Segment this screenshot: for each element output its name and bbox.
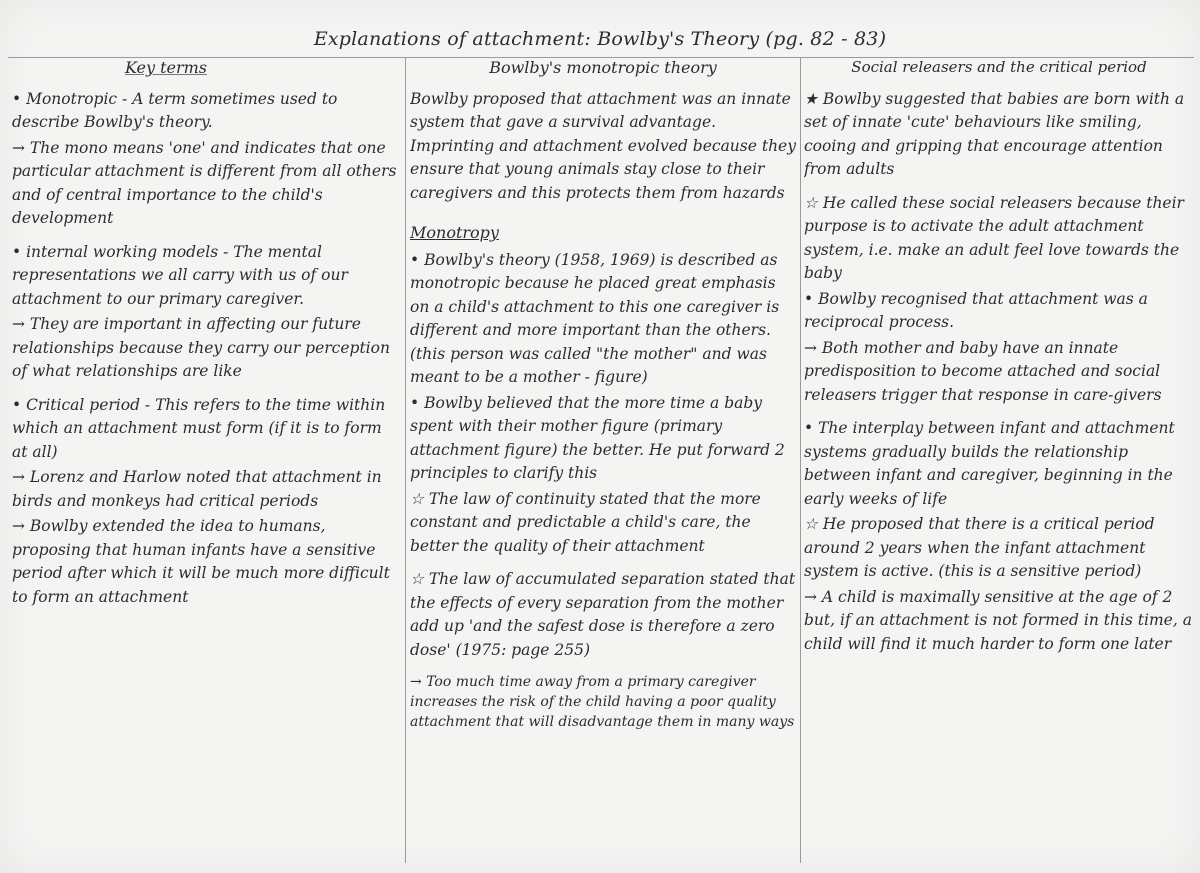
key-terms-paragraph: • Monotropic - A term sometimes used to describe Bowlby's theory. [12,89,338,131]
social-paragraph: • The interplay between infant and attachment systems gradually builds the relationship between infant and caregiver, beginning in the early weeks of life [804,419,1175,508]
key-terms-paragraph: → The mono means 'one' and indicates that one particular attachment is different from all others and of central importance to the child's development [12,138,397,227]
key-terms-paragraph: → They are important in affecting our future relationships because they carry our perception of what relationships are like [12,315,390,380]
social-paragraph: • Bowlby recognised that attachment was a reciprocal process. [804,289,1148,331]
social-releasers-heading: Social releasers and the critical period [851,58,1147,76]
monotropy-paragraph: ☆ The law of accumulated separation stated that the effects of every separation from the mother add up 'and the safest dose is therefore a zero dose' (1975: page 255) [410,570,796,659]
column-divider-right [800,57,801,863]
column-divider-left [405,57,406,863]
social-paragraph: → Both mother and baby have an innate predisposition to become attached and social releasers trigger that response in care-givers [804,338,1162,404]
key-terms-paragraph: → Bowlby extended the idea to humans, proposing that human infants have a sensitive period after which it will be much more difficult to form an attachment [12,517,390,606]
social-paragraph: ★ Bowlby suggested that babies are born with a set of innate 'cute' behaviours like smiling, cooing and gripping that encourage attention from adults [804,89,1185,178]
key-terms-heading: Key terms [124,58,208,77]
monotropy-paragraph: • Bowlby believed that the more time a baby spent with their mother figure (primary attachment figure) the better. He put forward 2 principles to clarify this [410,393,785,482]
social-paragraph: ☆ He proposed that there is a critical period around 2 years when the infant attachment system is active. (this is a sensitive period) [804,515,1155,580]
monotropy-paragraph: ☆ The law of continuity stated that the more constant and predictable a child's care, the better the quality of their attachment [410,489,761,555]
social-paragraph: → A child is maximally sensitive at the age of 2 but, if an attachment is not formed in this time, a child will find it much harder to form one later [804,587,1192,653]
monotropy-paragraph: → Too much time away from a primary caregiver increases the risk of the child having a poor quality attachment that will disadvantage them in many ways [410,674,795,730]
monotropic-theory-column [410,56,796,863]
social-releasers-column [804,56,1194,863]
key-terms-column [12,56,400,863]
monotropy-subheading: Monotropy [410,223,499,242]
monotropic-heading: Bowlby's monotropic theory [489,58,717,77]
monotropic-intro: Bowlby proposed that attachment was an innate system that gave a survival advantage. Imprinting and attachment evolved because they ensure that young animals stay close to their caregivers and this protects them from hazards [410,89,796,202]
key-terms-paragraph: → Lorenz and Harlow noted that attachment in birds and monkeys had critical periods [12,468,382,510]
key-terms-paragraph: • internal working models - The mental representations we all carry with us of our attachment to our primary caregiver. [12,242,348,308]
page-title: Explanations of attachment: Bowlby's Theory (pg. 82 - 83) [313,28,887,50]
social-paragraph: ☆ He called these social releasers because their purpose is to activate the adult attachment system, i.e. make an adult feel love towards the baby [804,193,1184,282]
monotropy-paragraph: • Bowlby's theory (1958, 1969) is described as monotropic because he placed great emphasis on a child's attachment to this one caregiver is different and more important than the others. (this person was called "the mother" and was meant to be a mother - figure) [410,250,780,386]
key-terms-paragraph: • Critical period - This refers to the time within which an attachment must form (if it is to form at all) [12,395,386,461]
